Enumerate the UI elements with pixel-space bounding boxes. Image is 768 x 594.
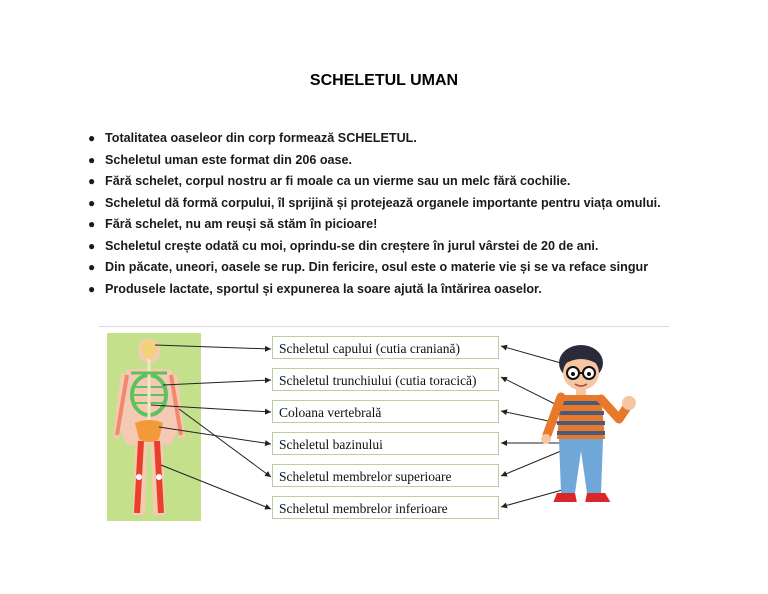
label-pelvis-skeleton: Scheletul bazinului (272, 432, 499, 455)
page-title: SCHELETUL UMAN (309, 72, 459, 89)
fact-text: Scheletul dă formă corpului, îl sprijină și protejează organele importante pentru viața omului. (105, 195, 661, 210)
bullet-icon: ● (88, 174, 96, 188)
boy-icon (541, 345, 636, 503)
label-upper-limbs-skeleton: Scheletul membrelor superioare (272, 464, 499, 487)
list-item (86, 193, 726, 215)
label-head-skeleton: Scheletul capului (cutia craniană) (272, 336, 499, 359)
list-item (86, 214, 726, 236)
bullet-icon: ● (88, 217, 96, 231)
label-trunk-skeleton: Scheletul trunchiului (cutia toracică) (272, 368, 499, 391)
fact-text: Scheletul uman este format din 206 oase. (105, 152, 353, 167)
list-item (86, 236, 726, 258)
bullet-icon: ● (88, 152, 96, 167)
label-lower-limbs-skeleton: Scheletul membrelor inferioare (272, 496, 499, 519)
skeleton-figure (99, 326, 669, 523)
list-item (86, 128, 726, 150)
fact-text: Scheletul crește odată cu moi, oprindu-se din creștere în jurul vârstei de 20 de ani. (105, 238, 599, 253)
bullet-icon: ● (88, 238, 96, 253)
fact-text: Fără schelet, nu am reuși să stăm în picioare! (105, 217, 378, 231)
fact-text: Produsele lactate, sportul și expunerea la soare ajută la întărirea oaselor. (105, 281, 542, 296)
fact-text: Fără schelet, corpul nostru ar fi moale ca un vierme sau un melc fără cochilie. (105, 174, 571, 188)
facts-list (86, 128, 726, 300)
bullet-icon: ● (88, 195, 96, 210)
fact-text: Din păcate, uneori, oasele se rup. Din fericire, osul este o materie vie și se va reface singur (105, 260, 649, 274)
bullet-icon: ● (88, 281, 96, 296)
list-item (86, 171, 726, 193)
bullet-icon: ● (88, 131, 96, 145)
fact-text: Totalitatea oaseleor din corp formează SCHELETUL. (105, 131, 417, 145)
label-spine: Coloana vertebrală (272, 400, 499, 423)
bullet-icon: ● (88, 260, 96, 274)
list-item (86, 279, 726, 301)
list-item (86, 150, 726, 172)
list-item (86, 257, 726, 279)
